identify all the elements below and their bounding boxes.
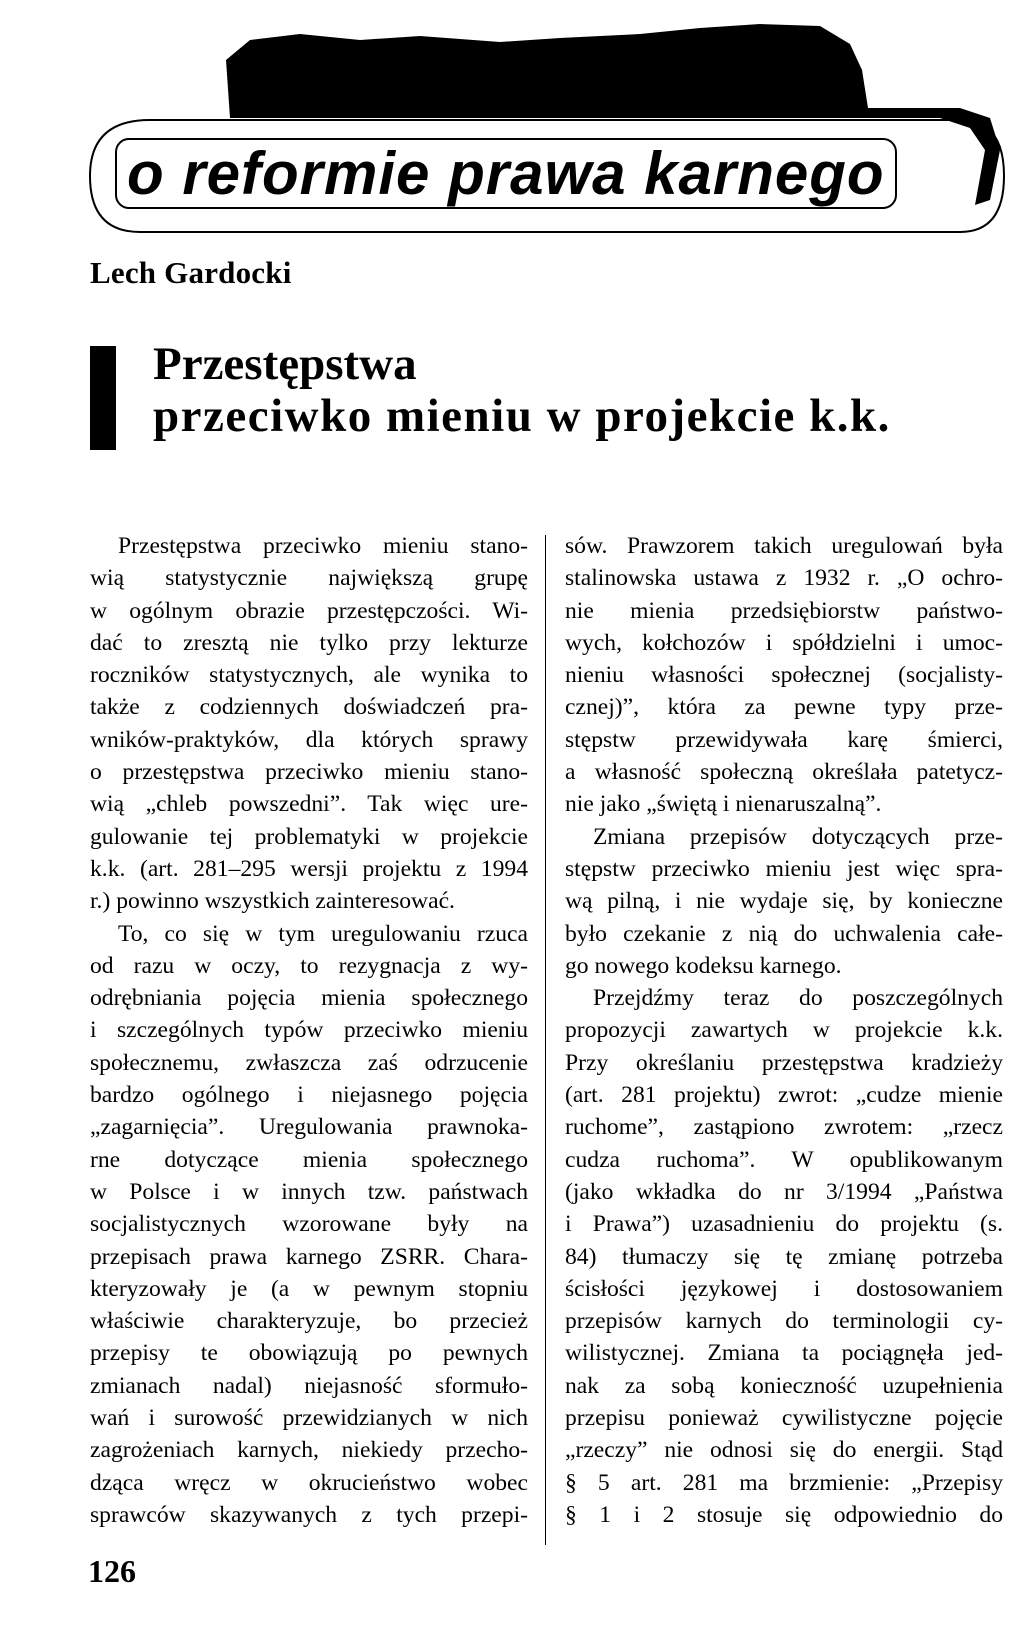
text-line: sprawców skazywanych z tych przepi- [90,1501,528,1528]
text-line: dząca wręcz w okrucieństwo wobec [90,1469,528,1496]
text-line: wań i surowość przewidzianych w nich [90,1405,528,1432]
article-title [153,338,1003,442]
text-line: właściwie charakteryzuje, bo przecież [90,1308,528,1335]
text-line: r.) powinno wszystkich zainteresować. [90,888,455,915]
text-line: w Polsce i w innych tzw. państwach [90,1178,528,1205]
title-accent-bar [90,346,116,450]
text-line: przepisy te obowiązują po pewnych [90,1340,528,1367]
text-line: roczników statystycznych, ale wynika to [90,662,528,689]
text-line: ścisłości językowej i dostosowaniem [565,1275,1003,1302]
text-line: o przestępstwa przeciwko mieniu stano- [90,759,528,786]
text-line: kteryzowały je (a w pewnym stopniu [90,1275,528,1302]
text-line: stępstw przeciwko mieniu jest więc spra- [565,855,1003,882]
text-line: Przejdźmy teraz do poszczególnych [593,985,1003,1012]
text-line: nak za sobą konieczność uzupełnienia [565,1372,1003,1399]
text-line: zmianach nadal) niejasność sformuło- [90,1372,528,1399]
text-line: Przestępstwa przeciwko mieniu stano- [118,533,528,559]
text-line: „rzeczy” nie odnosi się do energii. Stąd [565,1437,1003,1464]
article-title-line-2: przeciwko mieniu w projekcie k.k. [153,390,891,442]
text-line: wych, kołchozów i spółdzielni i umoc- [565,629,1003,656]
text-line: (jako wkładka do nr 3/1994 „Państwa [565,1178,1003,1205]
text-line: § 1 i 2 stosuje się odpowiednio do [565,1501,1003,1528]
text-line: rne dotyczące mienia społecznego [90,1146,528,1173]
text-line: cznej)”, która za pewne typy prze- [565,694,1003,721]
masthead-title-text: o reformie prawa karnego [115,138,897,209]
text-line: stępstw przewidywała karę śmierci, [565,726,1003,753]
page-number: 126 [88,1553,136,1589]
text-line: gulowanie tej problematyki w projekcie [90,823,528,850]
article-title-line-1: Przestępstwa [153,338,417,390]
text-line: k.k. (art. 281–295 wersji projektu z 1994 [90,855,528,882]
text-line: przepisów karnych do terminologii cy- [565,1308,1003,1335]
text-line: i szczególnych typów przeciwko mieniu [90,1017,528,1044]
text-line: cudza ruchoma”. W opublikowanym [565,1146,1003,1173]
text-line: stalinowska ustawa z 1932 r. „O ochro- [565,565,1003,592]
text-line: Przy określaniu przestępstwa kradzieży [565,1049,1003,1076]
text-line: w ogólnym obrazie przestępczości. Wi- [90,597,528,624]
text-line: zagrożeniach karnych, niekiedy przecho- [90,1437,528,1464]
text-line: wników-praktyków, dla których sprawy [90,726,528,753]
text-line: wilistycznej. Zmiana ta pociągnęła jed- [565,1340,1003,1367]
text-line: społecznemu, zwłaszcza zaś odrzucenie [90,1049,528,1076]
text-line: odrębniania pojęcia mienia społecznego [90,985,528,1012]
text-line: dać to zresztą nie tylko przy lekturze [90,629,528,656]
text-line: Zmiana przepisów dotyczących prze- [593,823,1003,850]
text-line: 84) tłumaczy się tę zmianę potrzeba [565,1243,1003,1270]
text-line: wą pilną, i nie wydaje się, by konieczne [565,888,1003,915]
text-line: nieniu własności społecznej (socjalisty- [565,662,1003,689]
text-line: przepisu ponieważ cywilistyczne pojęcie [565,1405,1003,1432]
masthead [0,0,1024,250]
text-line: sów. Prawzorem takich uregulowań była [565,533,1003,559]
text-line: wią „chleb powszedni”. Tak więc ure- [90,791,528,818]
text-line: przepisach prawa karnego ZSRR. Chara- [90,1243,528,1270]
text-line: ruchome”, zastąpiono zwrotem: „rzecz [565,1114,1003,1141]
text-line: i Prawa”) uzasadnieniu do projektu (s. [565,1211,1003,1238]
left-column [90,530,528,1531]
text-line: bardzo ogólnego i niejasnego pojęcia [90,1082,528,1109]
text-line: go nowego kodeksu karnego. [565,952,842,979]
text-line: a własność społeczną określała patetycz- [565,759,1003,786]
right-column [565,530,1003,1531]
text-line: (art. 281 projektu) zwrot: „cudze mienie [565,1082,1003,1109]
masthead-title [115,131,975,217]
text-line: propozycji zawartych w projekcie k.k. [565,1017,1003,1044]
text-line: „zagarnięcia”. Uregulowania prawnoka- [90,1114,528,1141]
author-name: Lech Gardocki [90,255,292,290]
text-line: To, co się w tym uregulowaniu rzuca [118,920,528,947]
text-line: socjalistycznych wzorowane były na [90,1211,528,1238]
text-line: nie jako „świętą i nienaruszalną”. [565,791,882,818]
text-line: było czekanie z nią do uchwalenia całe- [565,920,1003,947]
text-line: od razu w oczy, to rezygnacja z wy- [90,952,528,979]
text-line: wią statystycznie największą grupę [90,565,528,592]
column-divider [545,535,546,1545]
text-line: nie mienia przedsiębiorstw państwo- [565,597,1003,624]
text-line: także z codziennych doświadczeń pra- [90,694,528,721]
text-line: § 5 art. 281 ma brzmienie: „Przepisy [565,1469,1003,1496]
